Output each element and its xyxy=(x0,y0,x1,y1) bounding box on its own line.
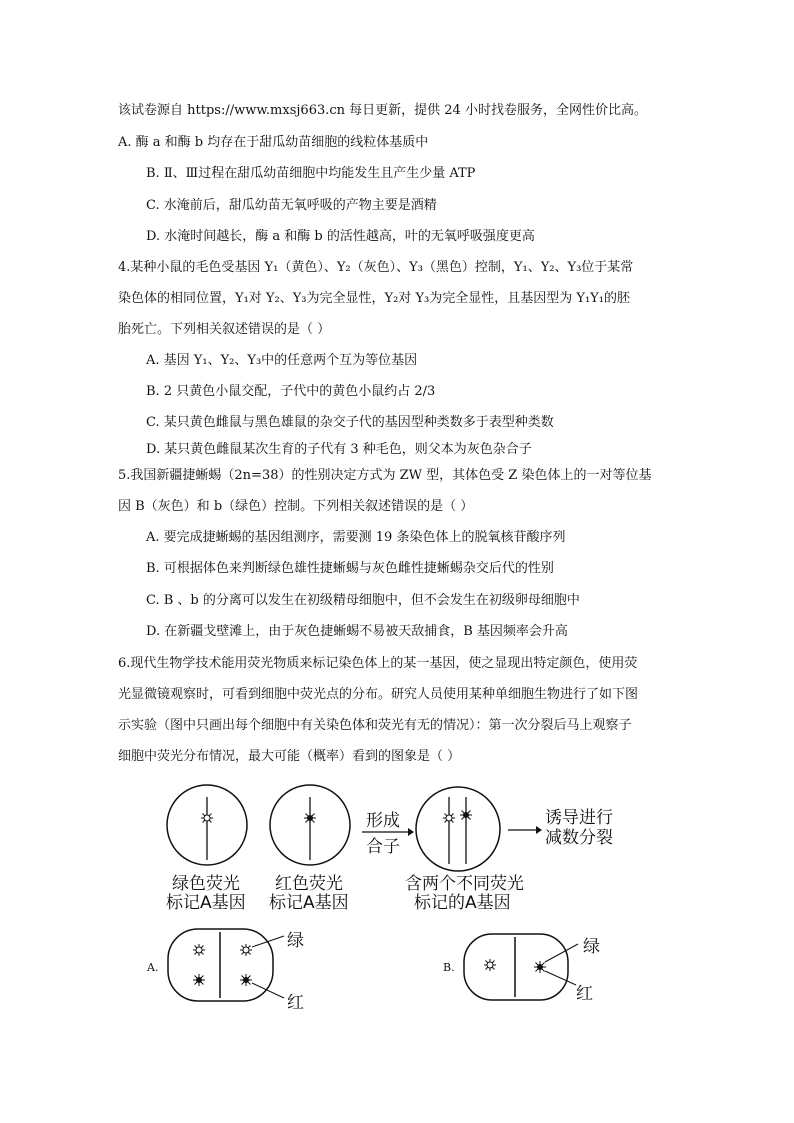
arrow2-label-line2: 减数分裂 xyxy=(545,828,613,848)
cell3-label-line2: 标记的A基因 xyxy=(414,893,511,913)
option-b-left-marker xyxy=(484,959,496,971)
q6-stem-line1: 6.现代生物学技术能用荧光物质来标记染色体上的某一基因，使之显现出特定颜色，使用荧 xyxy=(118,656,638,671)
cell1-label-line2: 标记A基因 xyxy=(166,893,246,913)
q4-option-b: B. 2 只黄色小鼠交配，子代中的黄色小鼠约占 2/3 xyxy=(146,384,436,399)
q4-option-d: D. 某只黄色雌鼠某次生育的子代有 3 种毛色，则父本为灰色杂合子 xyxy=(146,442,532,457)
q5-option-a: A. 要完成捷蜥蜴的基因组测序，需要测 19 条染色体上的脱氧核苷酸序列 xyxy=(146,530,566,545)
red-fluorescence-marker xyxy=(304,812,316,824)
q6-stem-line4: 细胞中荧光分布情况，最大可能（概率）看到的图象是（ ） xyxy=(118,749,461,764)
option-b-green-label: 绿 xyxy=(583,937,600,957)
q5-option-b: B. 可根据体色来判断绿色雄性捷蜥蜴与灰色雌性捷蜥蜴杂交后代的性别 xyxy=(146,561,554,576)
cell1-label-line1: 绿色荧光 xyxy=(172,874,240,894)
q3-option-a: A. 酶 a 和酶 b 均存在于甜瓜幼苗细胞的线粒体基质中 xyxy=(118,135,429,150)
q5-option-d: D. 在新疆戈壁滩上，由于灰色捷蜥蜴不易被天敌捕食，B 基因频率会升高 xyxy=(146,624,568,639)
q6-stem-line2: 光显微镜观察时，可看到细胞中荧光点的分布。研究人员使用某种单细胞生物进行了如下图 xyxy=(118,687,639,702)
option-a-letter: A. xyxy=(147,961,159,974)
q3-option-d: D. 水淹时间越长，酶 a 和酶 b 的活性越高，叶的无氧呼吸强度更高 xyxy=(146,229,535,244)
arrow1-top-label: 形成 xyxy=(366,811,400,831)
option-a-green-label: 绿 xyxy=(287,931,304,951)
zygote-red-marker xyxy=(460,809,472,821)
green-fluorescence-marker xyxy=(201,812,213,824)
q5-option-c: C. B 、b 的分离可以发生在初级精母细胞中，但不会发生在初级卵母细胞中 xyxy=(146,593,580,608)
cell-green-label-gene xyxy=(167,785,247,865)
q4-stem-line1: 4.某种小鼠的毛色受基因 Y₁（黄色）、Y₂（灰色）、Y₃（黑色）控制，Y₁、Y₂、Y₃位于某常 xyxy=(118,260,634,275)
option-a-left-green-marker xyxy=(193,944,205,956)
option-a-left-red-marker xyxy=(193,974,205,986)
option-b-right-marker xyxy=(534,961,546,973)
option-a-cells xyxy=(168,929,284,1001)
arrow-induce-meiosis xyxy=(508,826,542,834)
q4-stem-line3: 胎死亡。下列相关叙述错误的是（ ） xyxy=(118,322,331,337)
option-b-red-label: 红 xyxy=(576,984,593,1004)
option-a-right-green-marker xyxy=(240,944,252,956)
zygote-green-marker xyxy=(443,812,455,824)
option-a-red-label: 红 xyxy=(287,993,304,1013)
arrow2-label-line1: 诱导进行 xyxy=(545,808,613,828)
q5-stem-line2: 因 B（灰色）和 b（绿色）控制。下列相关叙述错误的是（ ） xyxy=(118,499,474,514)
q3-option-b: B. Ⅱ、Ⅲ过程在甜瓜幼苗细胞中均能发生且产生少量 ATP xyxy=(146,166,476,181)
q4-stem-line2: 染色体的相同位置，Y₁对 Y₂、Y₃为完全显性，Y₂对 Y₃为完全显性，且基因型为 Y₁Y₁的胚 xyxy=(118,291,630,306)
q3-option-c: C. 水淹前后，甜瓜幼苗无氧呼吸的产物主要是酒精 xyxy=(146,198,437,213)
q5-stem-line1: 5.我国新疆捷蜥蜴（2n=38）的性别决定方式为 ZW 型，其体色受 Z 染色体上的一对等位基 xyxy=(118,468,652,483)
q6-stem-line3: 示实验（图中只画出每个细胞中有关染色体和荧光有无的情况）：第一次分裂后马上观察子 xyxy=(118,718,632,733)
arrow1-bottom-label: 合子 xyxy=(366,837,400,857)
cell2-label-line2: 标记A基因 xyxy=(269,893,349,913)
zygote-cell xyxy=(416,787,500,871)
header-source-line: 该试卷源自 https://www.mxsj663.cn 每日更新，提供 24 小时找卷服务，全网性价比高。 xyxy=(118,103,647,118)
cell-red-label-gene xyxy=(270,785,350,865)
option-b-letter: B. xyxy=(443,961,455,974)
q4-option-a: A. 基因 Y₁、Y₂、Y₃中的任意两个互为等位基因 xyxy=(146,353,418,368)
q4-option-c: C. 某只黄色雌鼠与黑色雄鼠的杂交子代的基因型种类数多于表型种类数 xyxy=(146,415,554,430)
cell3-label-line1: 含两个不同荧光 xyxy=(405,874,524,894)
option-a-right-red-marker xyxy=(240,974,252,986)
cell2-label-line1: 红色荧光 xyxy=(275,874,343,894)
option-b-cells xyxy=(464,934,578,1000)
